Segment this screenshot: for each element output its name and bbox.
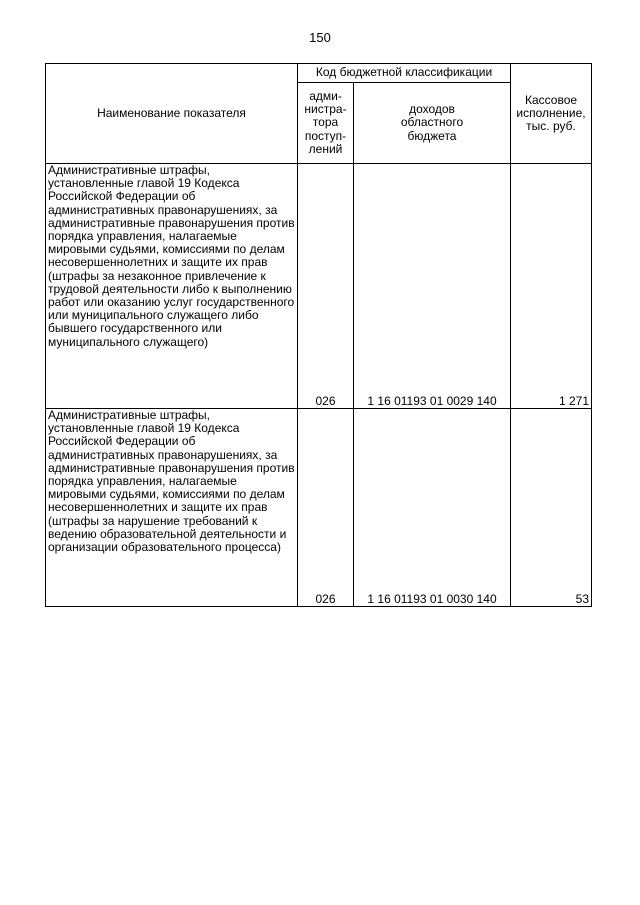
page-number: 150 bbox=[309, 30, 331, 45]
header-budget-code-group: Код бюджетной классификации bbox=[298, 64, 511, 83]
header-income-code-text: доходов областного бюджета bbox=[400, 102, 464, 143]
header-admin-code-text: адми- нистра- тора поступ- лений bbox=[304, 88, 347, 156]
row-indicator-name: Административные штрафы, установленные главой 19 Кодекса Российской Федерации об административных правонарушениях, за административные правонарушения против порядка управления, налагаемые мировыми судьями, комиссиями по делам несовершеннолетних и защите их прав (штрафы за нарушение требований к ведению образовательной деятельности и организации образовательного процесса) bbox=[46, 409, 298, 607]
header-indicator-name: Наименование показателя bbox=[46, 64, 298, 164]
row-income-code: 1 16 01193 01 0030 140 bbox=[354, 409, 511, 607]
row-indicator-name: Административные штрафы, установленные главой 19 Кодекса Российской Федерации об административных правонарушениях, за административные правонарушения против порядка управления, налагаемые мировыми судьями, комиссиями по делам несовершеннолетних и защите их прав (штрафы за незаконное привлечение к трудовой деятельности либо к выполнению работ или оказанию услуг государственного или муниципального служащего либо бывшего государственного или муниципального служащего) bbox=[46, 164, 298, 409]
row-admin-code: 026 bbox=[298, 409, 354, 607]
header-cash-execution bbox=[511, 64, 592, 164]
table-row bbox=[46, 164, 592, 409]
header-income-code bbox=[354, 83, 511, 164]
budget-report-table bbox=[45, 63, 592, 607]
row-admin-code: 026 bbox=[298, 164, 354, 409]
header-admin-code bbox=[298, 83, 354, 164]
row-amount: 53 bbox=[511, 409, 592, 607]
header-cash-execution-text: Кассовое исполнение, тыс. руб. bbox=[516, 92, 586, 134]
row-amount: 1 271 bbox=[511, 164, 592, 409]
table-row bbox=[46, 409, 592, 607]
row-income-code: 1 16 01193 01 0029 140 bbox=[354, 164, 511, 409]
